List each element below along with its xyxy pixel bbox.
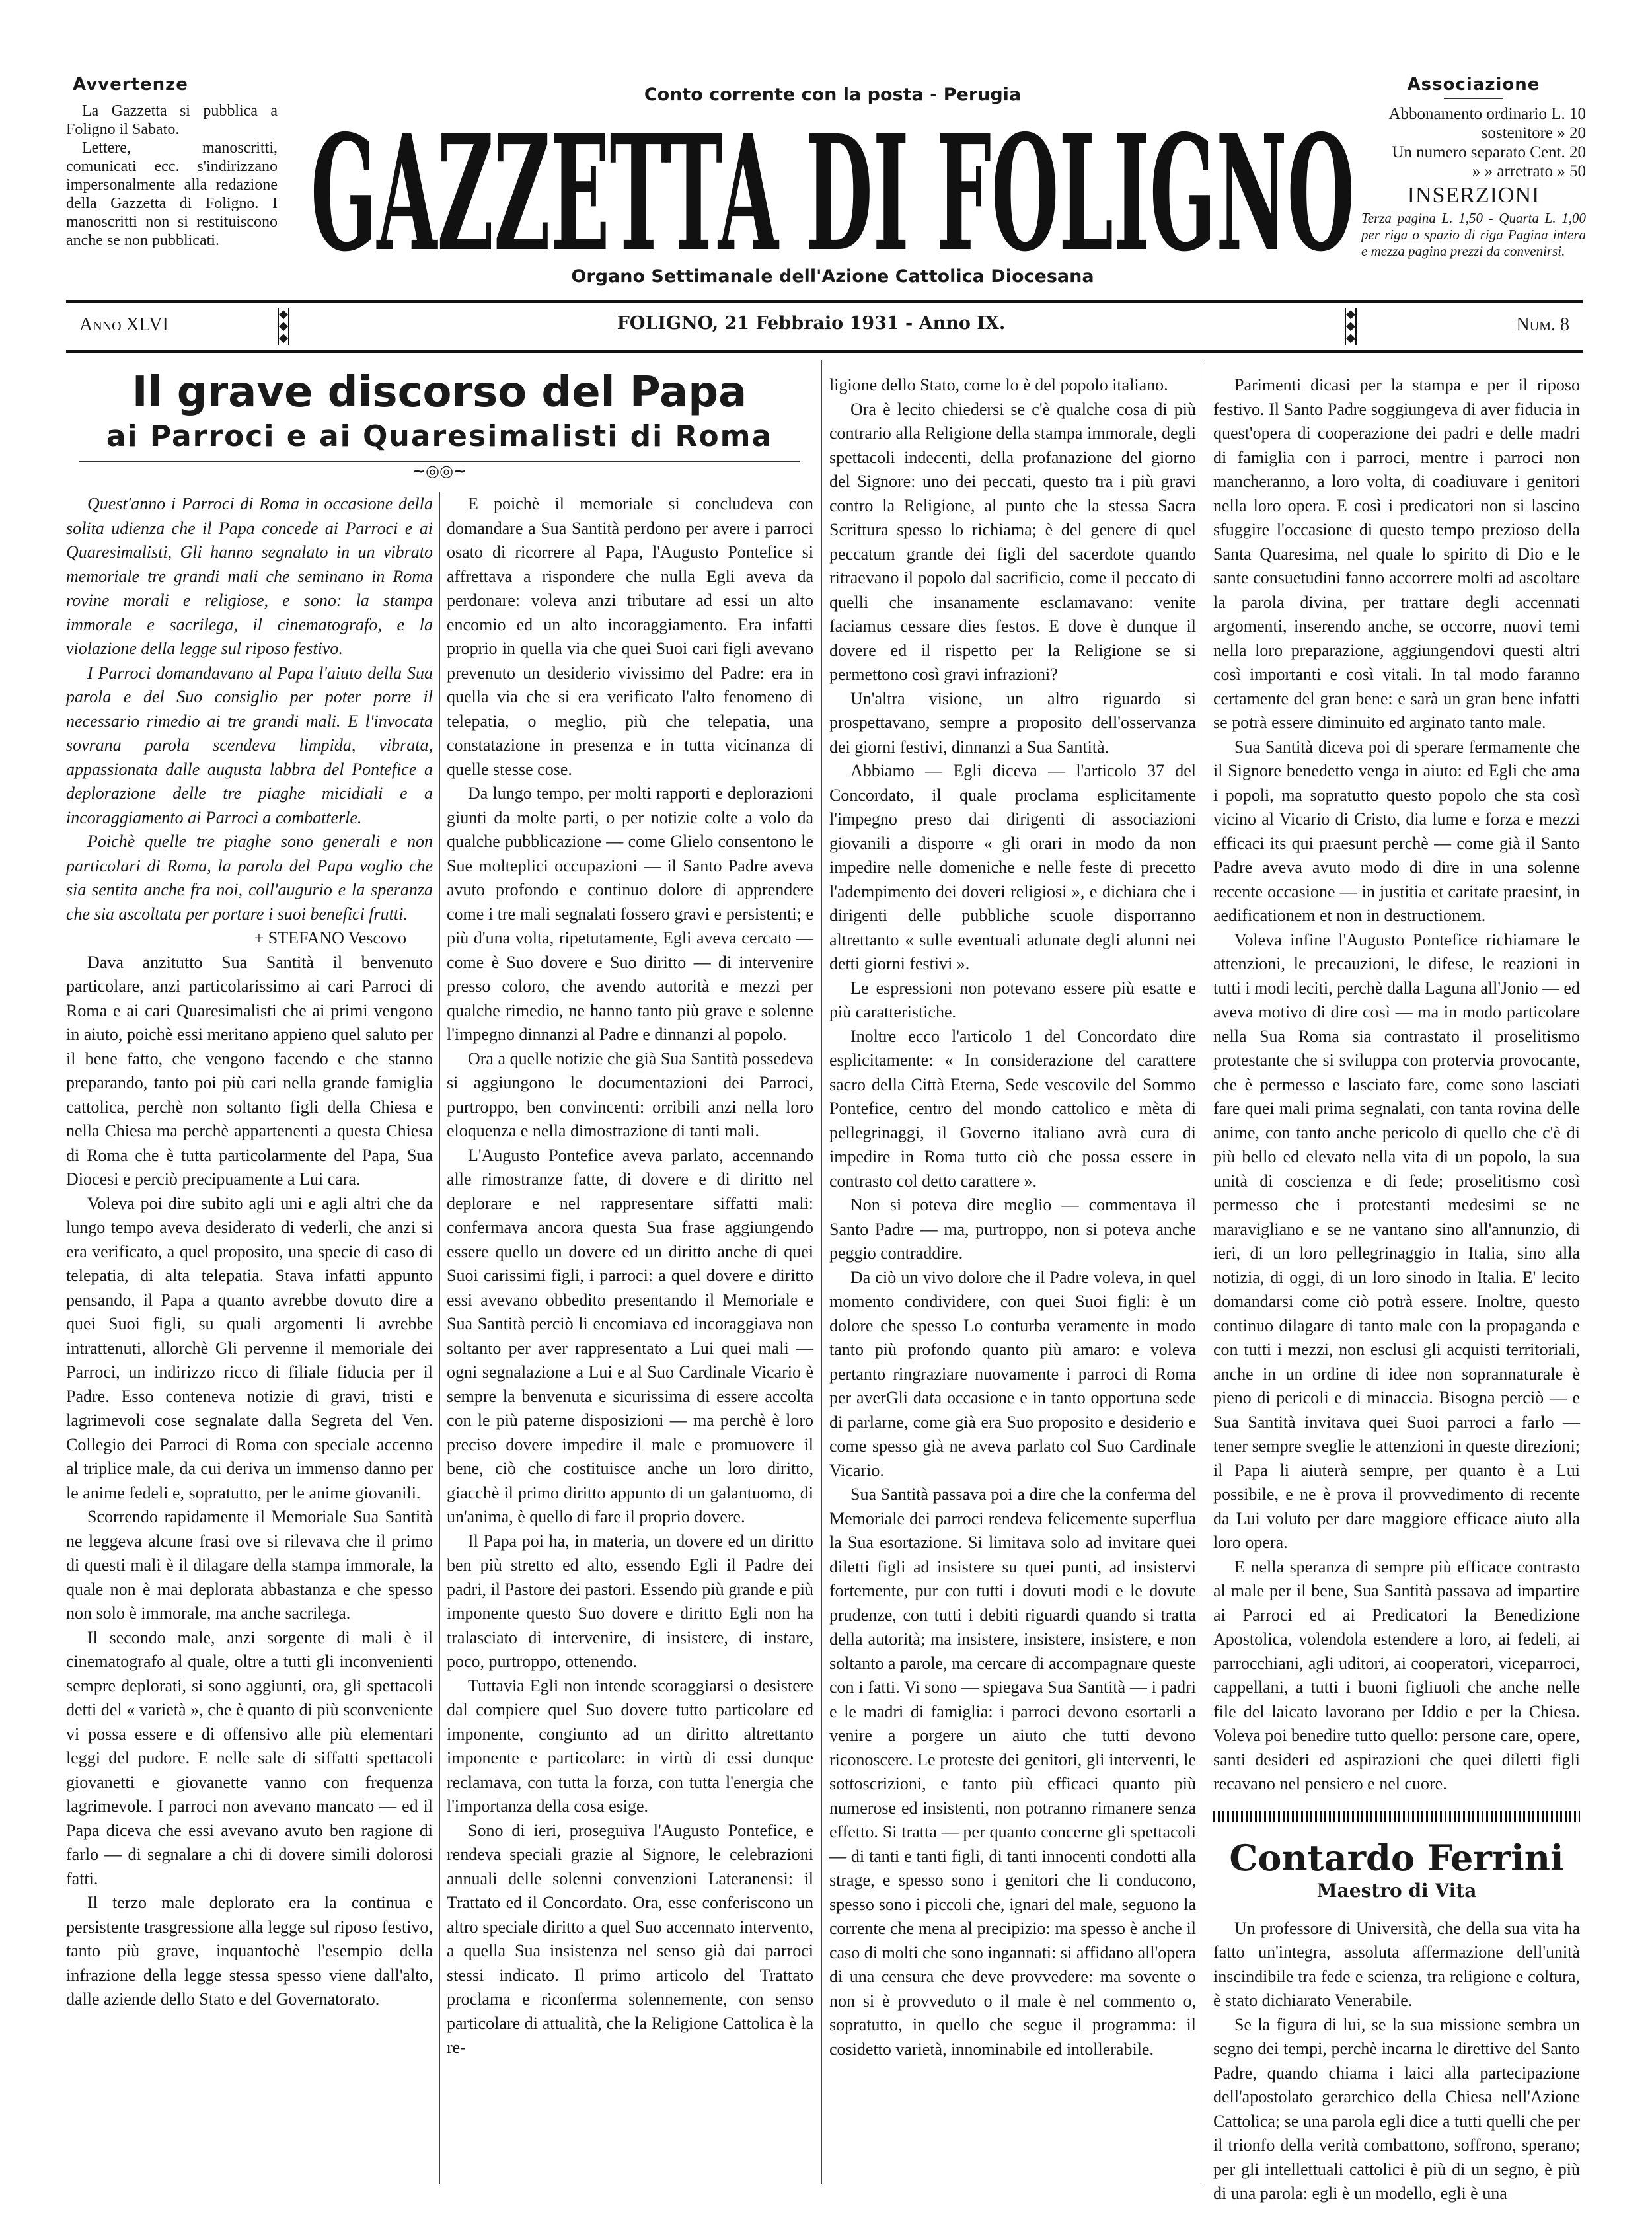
volume-year: Anno XLVI (79, 314, 169, 335)
rate-line: Abbonamento ordinario L. 10 (1388, 105, 1586, 123)
ferrini-paragraph: Un professore di Università, che della sua vita ha fatto un'integra, assoluta affermazione dell'unità inscindibile tra fede e scienza, tra religione e coltura, è stato dichiarato Venerabile. (1213, 1918, 1580, 2010)
article-paragraph: ligione dello Stato, come lo è del popolo italiano. (829, 375, 1168, 394)
article-paragraph: E poichè il memoriale si concludeva con domandare a Sua Santità perdono per avere i parroci osato di ricorrere al Papa, l'Augusto Pontefice si affrettava a rispondere che nulla Egli aveva da perdonare: voleva anzi tributare ad essi un alto encomio ed un alto incoraggiamento. Era infatti proprio in quella via che quei Suoi cari figli avevano prevenuto un desiderio vivissimo del Padre: era in quella via che si era verificato l'alto fenomeno di telepatia, o meglio, più che telepatia, una constatazione in presenza e in tutta vicinanza di quelle stesse cose. (447, 494, 813, 779)
notice-paragraph: Lettere, manoscritti, comunicati ecc. s'indirizzano impersonalmente alla redazione della Gazzetta di Foligno. I manoscritti non si restituiscono anche se non pubblicati. (66, 139, 278, 249)
article-paragraph: + STEFANO Vescovo (254, 928, 406, 947)
article-paragraph: Le espressioni non potevano essere più esatte e più caratteristiche. (829, 978, 1196, 1021)
article-column-1 (66, 492, 433, 2012)
article-paragraph: E nella speranza di sempre più efficace contrasto al male per il bene, Sua Santità passava ad impartire ai Parroci ed ai Predicatori la Benedizione Apostolica, volendola estendere a loro, ai fedeli, ai parrocchiani, agli uditori, ai cooperatori, viceparroci, cappellani, a tutti i buoni figliuoli che anche nelle file del laicato lavorano per Iddio e per la Chiesa. Voleva poi benedire tutto quello: persone care, opere, santi desideri ed aspirazioni che quei diletti figli recavano nel pensiero e nel cuore. (1213, 1557, 1580, 1793)
article-paragraph: Abbiamo — Egli diceva — l'articolo 37 del Concordato, il quale proclama esplicitamente l'impegno preso dai dirigenti di associazioni giovanili a disporre « gli orari in modo da non impedire nelle domeniche e nelle feste di precetto l'adempimento dei doveri religiosi », e dichiara che i dirigenti delle pubbliche scuole disporranno altrettanto « sulle eventuali adunate degli alunni nei detti giorni festivi ». (829, 761, 1196, 973)
article-paragraph: Poichè quelle tre piaghe sono generali e non particolari di Roma, la parola del Papa voglio che sia sentita anche fra noi, coll'augurio e la speranza che sia ascoltata per portare i suoi benefici frutti. (66, 832, 433, 924)
postal-account-line: Conto corrente con la posta - Perugia (644, 85, 1022, 105)
subscription-title: Associazione (1407, 75, 1540, 94)
insertions-title: INSERZIONI (1407, 183, 1540, 207)
article-paragraph: Non si poteva dire meglio — commentava il Santo Padre — ma, purtroppo, non si poteva anche peggio contraddire. (829, 1195, 1196, 1263)
article-paragraph: Parimenti dicasi per la stampa e per il riposo festivo. Il Santo Padre soggiungeva di aver fiducia in quest'opera di cooperazione dei padri e delle madri di famiglia con i parroci, mentre i parroci non mancheranno, a loro volta, di coadiuvare i genitori nella loro opera. E così i predicatori non si lascino sfuggire l'occasione di questo tempo prezioso della Santa Quaresima, nel quale lo spirito di Dio e le sante consuetudini fanno accorrere molti ad ascoltare la parola divina, per trattare degli accennati argomenti, inserendo anche, se occorre, nuovi temi nella loro preparazione, aggiungendovi questi altri così importanti e così vitali. In tal modo faranno certamente del gran bene: e sarà un gran bene infatti se potrà essere diminuito ed arginato tanto male. (1213, 375, 1580, 732)
article-paragraph: Ora è lecito chiedersi se c'è qualche cosa di più contrario alla Religione della stampa immorale, degli spettacoli indecenti, della profanazione del giorno del Signore: uno dei peccati, questo tra i più gravi contro la Religione, al punto che la stessa Sacra Scrittura spesso lo richiama; è del genere di quel peccatum grande dei figli del sacerdote quando ritraevano il popolo dal sacrificio, come il peccato di quelli che insanamente esclamavano: venite faciamus cessare dies festos. E dove è dunque il dovere ed il rispetto per la Religione se si permettono così gravi infrazioni? (829, 399, 1196, 684)
dateline-rule-bottom (66, 350, 1583, 353)
article-paragraph: I Parroci domandavano al Papa l'aiuto della Sua parola e del Suo consiglio per poter porre il necessario rimedio ai tre grandi mali. E l'invocata sovrana parola scendeva limpida, vibrata, appassionata dalle augusta labbra del Pontefice a deplorazione delle tre piaghe micidiali e a incoraggiamento ai Parroci a combatterle. (66, 663, 433, 827)
article-paragraph: L'Augusto Pontefice aveva parlato, accennando alle rimostranze fatte, di dovere e di diritto nel deplorare e nel rappresentare siffatti mali: confermava ancora questa Sua frase aggiungendo essere quello un dovere ed un diritto anche di quei Suoi carissimi figli, i parroci: a quel dovere e diritto essi avevano obbedito presentando il Memoriale e Sua Santità perciò li encomiava ed incoraggiava non soltanto per aver rappresentato a Lui quei mali — ogni segnalazione a Lui e al Suo Cardinale Vicario è sempre la benvenuta e sicurissima di essere accolta con le più paterne disposizioni — ma perchè è loro preciso dovere impedire il male e promuovere il bene, ciò che costituisce anche un loro diritto, giacchè il primo diritto appunto di un galantuomo, di un'anima, è quello di fare il proprio dovere. (447, 1145, 813, 1526)
subscription-box (1361, 74, 1586, 260)
notices-box (66, 74, 278, 250)
ferrini-subheadline: Maestro di Vita (1316, 1879, 1477, 1902)
article-paragraph: Un'altra visione, un altro riguardo si prospettavano, sempre a proposito dell'osservanza dei giorni festivi, dinnanzi a Sua Santità. (829, 688, 1196, 757)
separator-ornament: ◆ ◆ ◆ (1345, 308, 1357, 345)
rate-line: sostenitore » 20 (1481, 124, 1586, 142)
article-paragraph: Tuttavia Egli non intende scoraggiarsi o desistere dal compiere quel Suo dovere tutto particolare ed imponente, congiunto ad un diritto altrettanto imponente e particolare: in virtù di essi dunque reclamava, con tutta la forza, con tutta l'energia che l'importanza della cosa esige. (447, 1676, 813, 1816)
divider (1444, 98, 1503, 99)
article-paragraph: Sua Santità diceva poi di sperare fermamente che il Signore benedetto venga in aiuto: ed Egli che ama i popoli, ma sopratutto questo popolo che sta così vicino al Vicario di Cristo, dia lume e forza e mezzi efficaci its qui praesunt perchè — come già il Santo Padre aveva avuto modo di dire in una solenne recente occasione — in justitia et caritate praesint, in aedificationem et non in destructionem. (1213, 737, 1580, 925)
article-paragraph: Quest'anno i Parroci di Roma in occasione della solita udienza che il Papa concede ai Parroci e ai Quaresimalisti, Gli hanno segnalato in un vibrato memoriale tre grandi mali che seminano in Roma rovine morali e religiose, e sono: la stampa immorale e sacrilega, il cinematografo, e la violazione della legge sul riposo festivo. (66, 494, 433, 658)
rate-line: Un numero separato Cent. 20 (1392, 143, 1586, 161)
issue-number: Num. 8 (1516, 314, 1569, 335)
ferrini-headline: Contardo Ferrini (1229, 1836, 1564, 1879)
dateline-rule-top (66, 300, 1583, 303)
separator-ornament: ◆ ◆ ◆ (278, 308, 289, 345)
article-paragraph: Sono di ieri, proseguiva l'Augusto Pontefice, e rendeva speciali grazie al Signore, le celebrazioni annuali delle solenni convenzioni Lateranensi: il Trattato ed il Concordato. Ora, esse conferiscono un altro speciale diritto a quel Suo accennato intervento, a quella Sua insistenza nel senso già dai parroci stessi indicato. Il primo articolo del Trattato proclama e riconferma solennemente, con senso particolare di attualità, che la Religione Cattolica è la re- (447, 1820, 813, 2057)
article-paragraph: Da ciò un vivo dolore che il Padre voleva, in quel momento condividere, con quei Suoi figli: è un dolore che spesso Lo conturba veramente in modo tanto più profondo quanto più amaro: e voleva pertanto ringraziare nuovamente i parroci di Roma per averGli data occasione e in tanto opportuna sede di parlarne, come già era Suo proposito e desiderio e come spesso già ne aveva parlato col Suo Cardinale Vicario. (829, 1267, 1196, 1480)
article-paragraph: Voleva poi dire subito agli uni e agli altri che da lungo tempo aveva desiderato di vederli, che anzi si era verificato, a quel proposito, una specie di caso di telepatia, di alta telepatia. Stava infatti appunto pensando, il Papa a quanto avrebbe dovuto dire a quei Suoi figli, su quali argomenti li avrebbe intrattenuti, allorchè Gli pervenne il memoriale dei Parroci, un indirizzo ricco di filiale fiducia per il Padre. Esso conteneva notizie di gravi, tristi e lagrimevoli cose segnalate dalla Segreta del Ven. Collegio dei Parroci di Roma con speciale accenno al triplice male, da cui deriva un immenso danno per le anime fedeli e, sopratutto, per le anime giovanili. (66, 1193, 433, 1502)
article-column-4 (1213, 373, 1580, 2206)
masthead-text: GAZZETTA DI FOLIGNO (311, 114, 1355, 260)
headline-line-2: ai Parroci e ai Quaresimalisti di Roma (106, 420, 773, 453)
rate-line: » » arretrato » 50 (1472, 163, 1586, 180)
section-divider (1213, 1811, 1580, 1822)
dateline (66, 305, 1583, 348)
masthead-title (311, 114, 1355, 260)
article-paragraph: Voleva infine l'Augusto Pontefice richiamare le attenzioni, le precauzioni, le difese, le reazioni in tutti i modi leciti, perchè dalla Laguna all'Jonio — ed aveva motivo di dire così — ma in modo particolare nella Sua Roma sia contrastato il proselitismo protestante che si sviluppa con protervia provocante, che è permesso e lasciato fare, come sono lasciati fare quei mali prima segnalati, con tanta rovina delle anime, con tanto anche pericolo di quello che c'è di più bello ed elevato nella vita di un popolo, la sua unità di coscienza e di fede; proselitismo così permesso che i protestanti medesimi se ne maravigliano e se ne vantano sino all'annunzio, di ieri, di un loro pellegrinaggio in Italia, sino alla notizia, di oggi, di un loro sinodo in Italia. E' lecito domandarsi come ciò potrà essere. Inoltre, questo continuo dilagare di tanto male con la propaganda e con tutti i mezzi, non esclusi gli acquisti territoriali, anche in un ordine di idee non soprannaturale è pieno di pericoli e di minaccia. Bisogna perciò — e Sua Santità invitava quei Suoi parroci a farlo — tener sempre sveglie le attenzioni in queste direzioni; il Papa li aiuterà sempre, per quanto è a Lui possibile, e ne è prova il provvedimento di recente da Lui voluto per dare maggiore efficace aiuto alla loro opera. (1213, 930, 1580, 1552)
article-paragraph: Il secondo male, anzi sorgente di mali è il cinematografo al quale, oltre a tutti gli inconvenienti sempre deplorati, si sono aggiunti, ora, gli spettacoli detti del « varietà », che è quanto di più sconveniente vi possa essere e di offensivo alle più elementari leggi del pudore. E nelle sale di siffatti spettacoli giovanetti e giovanette vanno con frequenza lagrimevole. I parroci non avevano mancato — ed il Papa diceva che essi avevano avuto ben ragione di farlo — di segnalare a chi di dovere simili dolorosi fatti. (66, 1627, 433, 1888)
article-paragraph: Ora a quelle notizie che già Sua Santità possedeva si aggiungono le documentazioni dei Parroci, purtroppo, ben convincenti: orribili anzi nella loro eloquenza e nella dimostrazione di tanti mali. (447, 1049, 813, 1140)
article-paragraph: Il terzo male deplorato era la continua e persistente trasgressione alla legge sul riposo festivo, tanto più grave, inquantochè l'esempio della infrazione della legge stessa spesso viene dall'alto, dalle aziende dello Stato e del Governatorato. (66, 1893, 433, 2009)
article-paragraph: Il Papa poi ha, in materia, un dovere ed un diritto ben più stretto ed alto, essendo Egli il Padre dei padri, il Pastore dei pastori. Essendo più grande e più imponente questo Suo dovere e diritto Egli non ha tralasciato di intervenire, di insistere, di instare, poco, purtroppo, ottenendo. (447, 1531, 813, 1671)
article-paragraph: Sua Santità passava poi a dire che la conferma del Memoriale dei parroci rendeva felicemente superflua la Sua esortazione. Si limitava solo ad invitare quei diletti figli ad insistere su quei punti, ad insistervi fortemente, pur con tutti i dovuti modi e le dovute prudenze, con tutti i debiti riguardi quando si tratta della autorità; ma insistere, insistere, insistere, e non soltanto a parole, ma cercare di accompagnare queste con i fatti. Vi sono — spiegava Sua Santità — i padri e le madri di famiglia: i parroci devono esortarli a venire a porgere un aiuto che tutti devono riconoscere. Le proteste dei genitori, gli interventi, le sottoscrizioni, e tanto più efficaci quanto più numerose ed insistenti, non potranno rimanere senza effetto. Si tratta — per quanto concerne gli spettacoli — di tanti e tanti figli, di tanti innocenti condotti alla strage, e spesso sono i genitori che li conducono, spesso sono i piccoli che, ignari del male, seguono la corrente che mena al precipizio: ma spesso è anche il caso di molti che sono ingannati: si affidano all'opera di una censura che deve provvedere: ma sovente o non si è provveduto o il male è nel commento o, sopratutto, in quello che segue il programma: il cosidetto varietà, innominabile ed intollerabile. (829, 1485, 1196, 2059)
article-headline (66, 367, 813, 480)
masthead-subtitle: Organo Settimanale dell'Azione Cattolica Diocesana (571, 266, 1094, 287)
article-paragraph: Dava anzitutto Sua Santità il benvenuto particolare, anzi particolarissimo ai cari Parroci di Roma e ai cari Quaresimalisti che ai primi vengono in aiuto, poichè essi meritano appieno quel saluto per il bene fatto, che vengono facendo e che stanno preparando, tanto poi più cari nella grande famiglia cattolica, perchè non soltanto figli della Chiesa e nella Chiesa ma perchè appartenenti a questa Chiesa di Roma che è tutta particolarmente del Papa, Sua Diocesi e perciò precipuamente a Lui cara. (66, 952, 433, 1189)
insertions-text: Terza pagina L. 1,50 - Quarta L. 1,00 per riga o spazio di riga Pagina intera e mezza pagina prezzi da convenirsi. (1361, 210, 1586, 259)
ferrini-paragraph: Se la figura di lui, se la sua missione sembra un segno dei tempi, perchè incarna le direttive del Santo Padre, quando chiama i laici alla partecipazione dell'apostolato gerarchico della Chiesa nell'Azione Cattolica; se una parola egli dice a tutti quelli che per il trionfo della verità combattono, soffrono, sperano; per gli intellettuali cattolici è più di un segno, è più di una parola: egli è un modello, egli è una (1213, 2015, 1580, 2203)
article-column-2 (447, 492, 813, 2060)
column-rule (821, 360, 822, 2184)
ornament-divider: ~◎◎~ (79, 461, 800, 480)
headline-line-1: Il grave discorso del Papa (131, 368, 747, 417)
article-paragraph: Scorrendo rapidamente il Memoriale Sua Santità ne leggeva alcune frasi ove si rilevava che il primo di questi mali è il dilagare della stampa immorale, la quale non è mai deplorata abbastanza e che spesso non solo è immorale, ma anche sacrilega. (66, 1507, 433, 1623)
notice-paragraph: La Gazzetta si pubblica a Foligno il Sabato. (66, 102, 278, 138)
article-paragraph: Da lungo tempo, per molti rapporti e deplorazioni giunti da molte parti, o per notizie colte a volo da qualche pubblicazione — come Glielo consentono le Sue molteplici occupazioni — il Santo Padre aveva avuto profondo e continuo dolore di apprendere come i tre mali segnalati fossero gravi e persistenti; e più d'una volta, ripetutamente, Egli aveva cercato — come è Suo dovere e Suo diritto — di intervenire presso coloro, che avendo autorità e mezzi per qualche rimedio, ne hanno tanto più grave e solenne l'impegno dinnanzi al Padre e dinnanzi al popolo. (447, 784, 813, 1044)
article-column-3 (829, 373, 1196, 2061)
issue-date: FOLIGNO, 21 Febbraio 1931 - Anno IX. (617, 313, 1006, 334)
article-paragraph: Inoltre ecco l'articolo 1 del Concordato dire esplicitamente: « In considerazione del carattere sacro della Città Eterna, Sede vescovile del Sommo Pontefice, centro del mondo cattolico e mèta di pellegrinaggi, il Governo italiano avrà cura di impedire in Roma tutto ciò che possa essere in contrasto col detto carattere ». (829, 1026, 1196, 1191)
notices-title: Avvertenze (73, 75, 188, 94)
column-rule (439, 492, 440, 2184)
